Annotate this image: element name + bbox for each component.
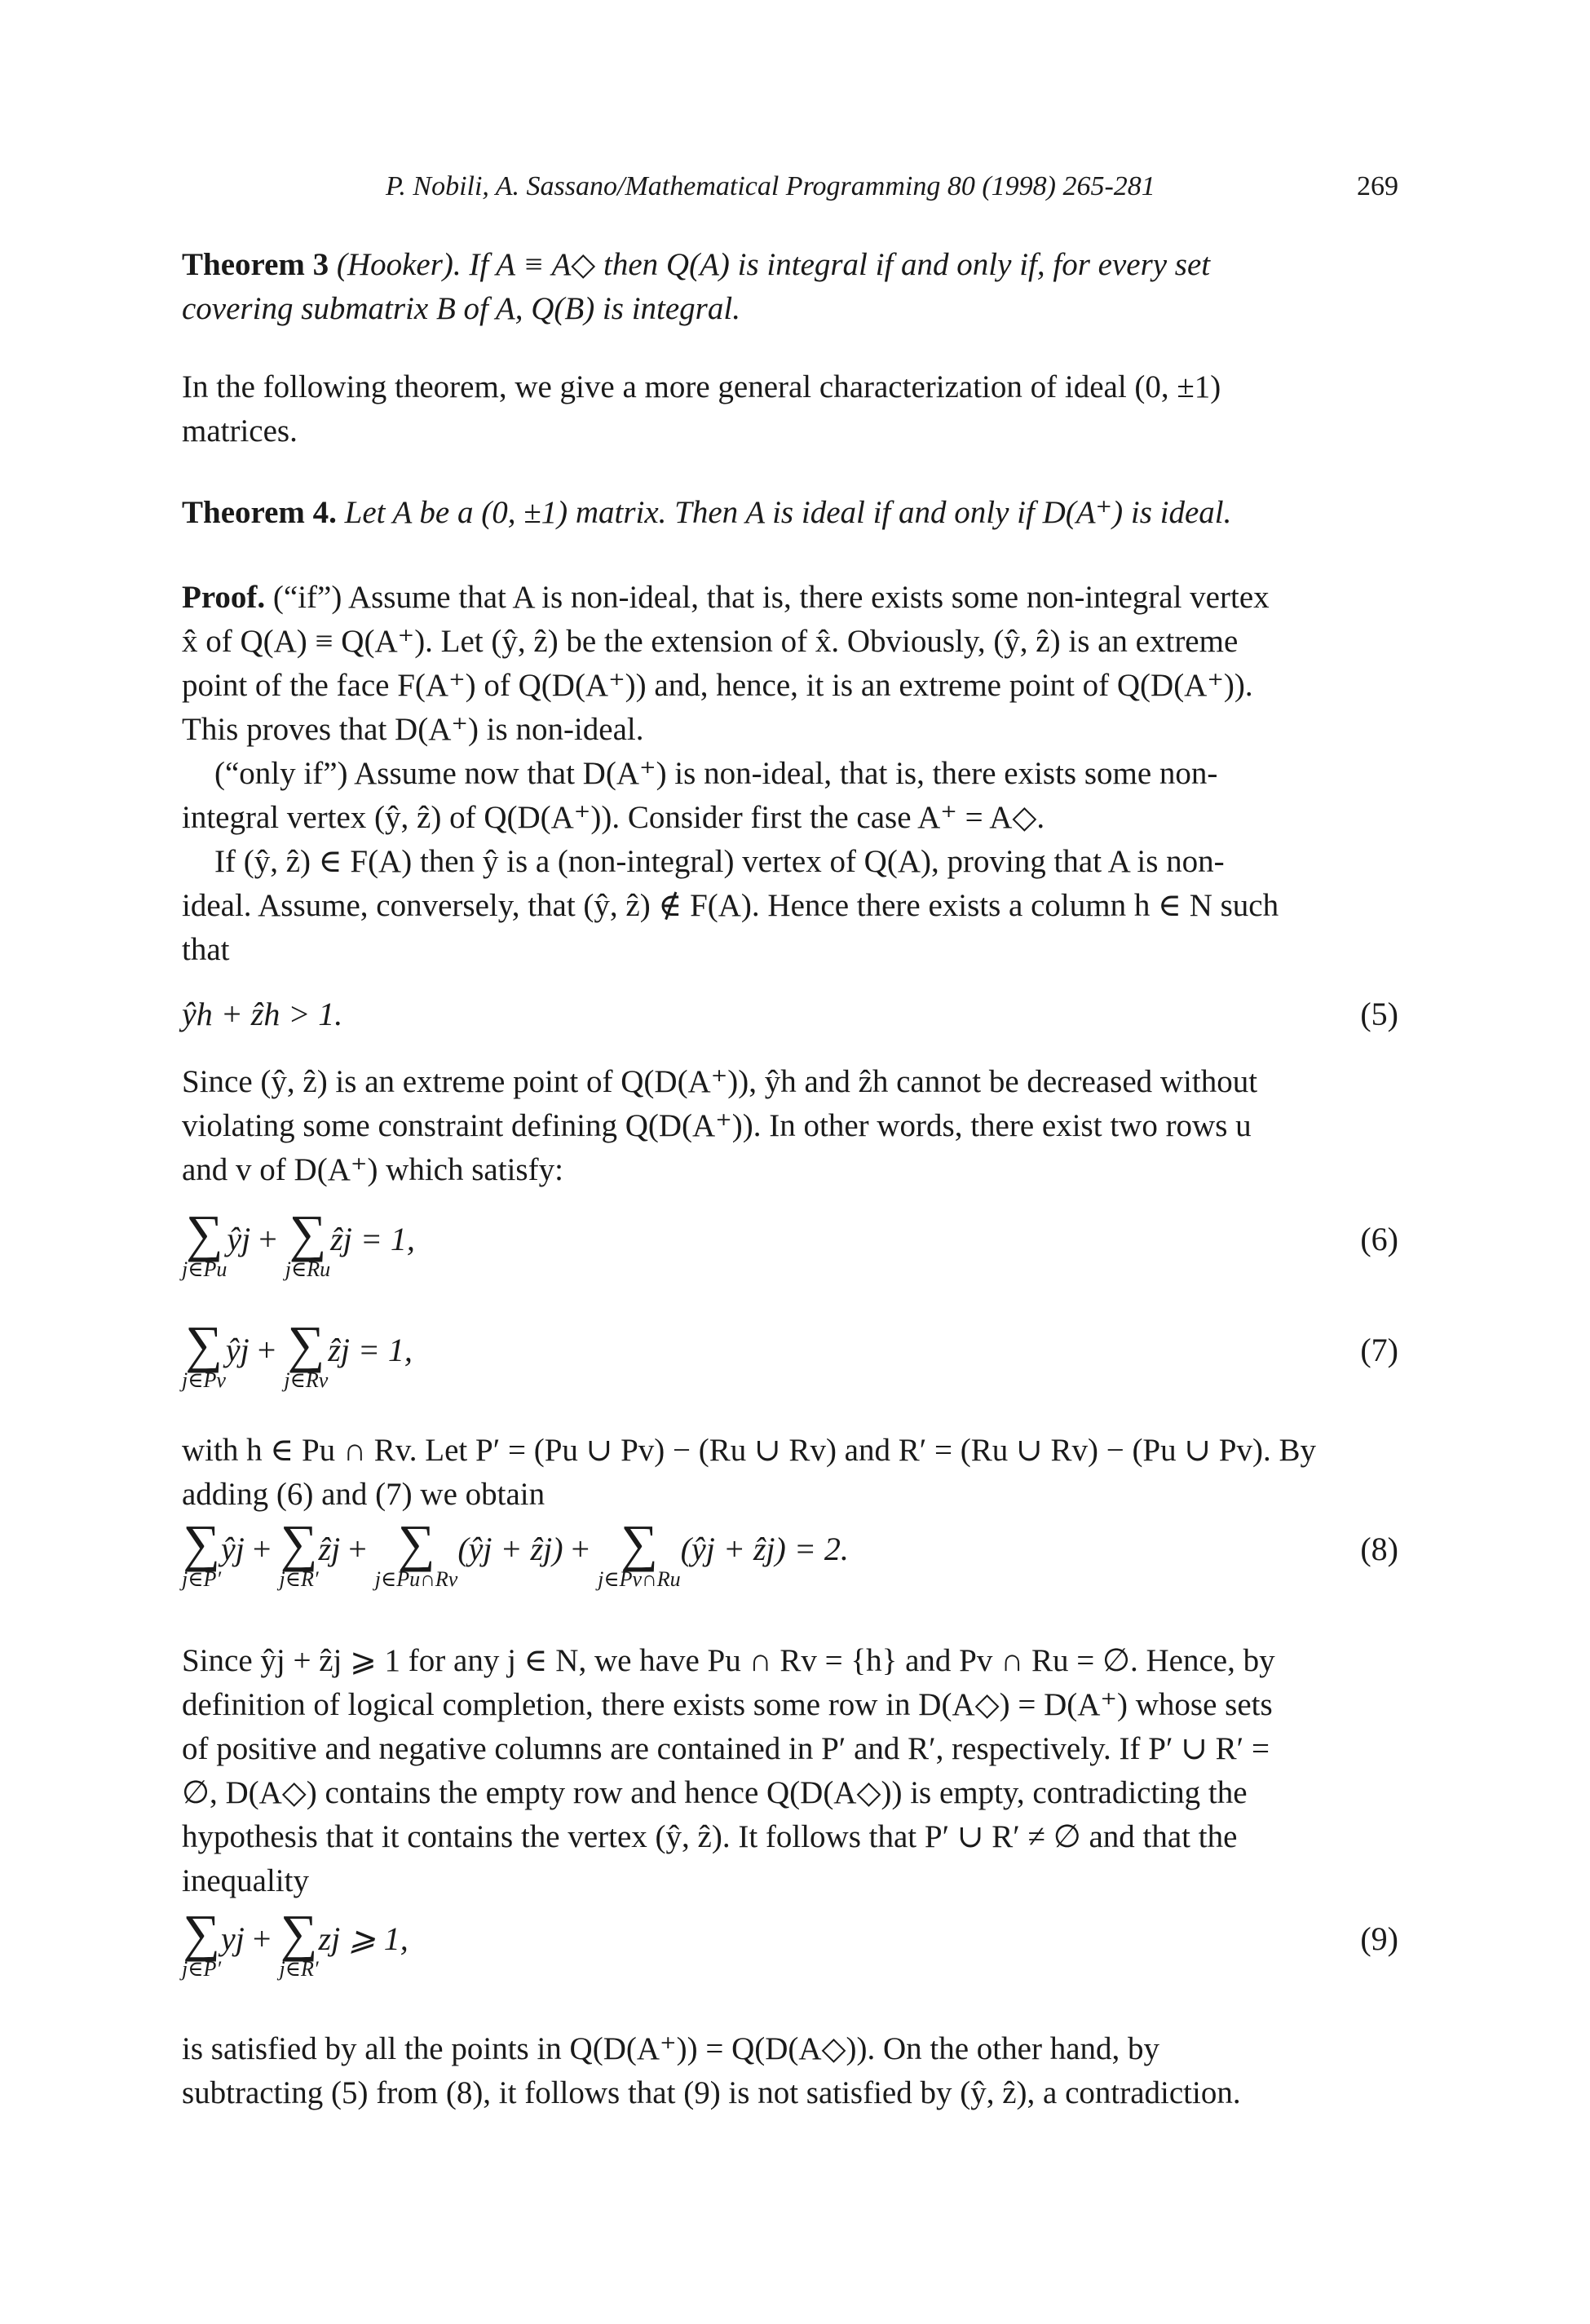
sigma-symbol: ∑ xyxy=(185,1204,223,1262)
proof-p6-line-2: definition of logical completion, there exists some row in D(A◇) = D(A⁺) whose sets xyxy=(182,1687,1273,1722)
equation-6-number: (6) xyxy=(1360,1221,1398,1257)
plus-operator: + xyxy=(257,1332,276,1368)
term: ẑj xyxy=(318,1531,341,1567)
proof-p2-line-1: (“only if”) Assume now that D(A⁺) is non-ideal, that is, there exists some non- xyxy=(214,756,1218,791)
sigma-symbol: ∑ xyxy=(621,1514,658,1572)
sum-subscript: j∈R′ xyxy=(279,1957,319,1981)
sigma-symbol: ∑ xyxy=(183,1904,220,1962)
equation-8-sum-1 xyxy=(182,1514,222,1592)
proof-line-3: point of the face F(A⁺) of Q(D(A⁺)) and, hence, it is an extreme point of Q(D(A⁺)). xyxy=(182,668,1253,703)
term: (ŷj + ẑj) = 2. xyxy=(680,1531,849,1567)
intro-line-2: matrices. xyxy=(182,413,298,448)
equation-7 xyxy=(182,1315,1398,1409)
proof-line-1: (“if”) Assume that A is non-ideal, that is, there exists some non-integral vertex xyxy=(272,580,1270,615)
sum-subscript: j∈Rv xyxy=(284,1368,329,1392)
plus-operator: + xyxy=(252,1920,272,1957)
proof-p3-line-1: If (ŷ, ẑ) ∈ F(A) then ŷ is a (non-integral) vertex of Q(A), proving that A is non- xyxy=(214,844,1225,879)
proof-p4-line-3: and v of D(A⁺) which satisfy: xyxy=(182,1152,563,1187)
equation-6 xyxy=(182,1204,1398,1298)
page-header xyxy=(182,171,1398,212)
term: ŷj xyxy=(225,1332,250,1368)
proof-p6-line-3: of positive and negative columns are contained in P′ and R′, respectively. If P′ ∪ R′ = xyxy=(182,1731,1270,1766)
plus-operator: + xyxy=(252,1531,272,1567)
equation-7-number: (7) xyxy=(1360,1332,1398,1368)
equation-9-number: (9) xyxy=(1360,1920,1398,1957)
theorem-3-line-2: covering submatrix B of A, Q(B) is integral. xyxy=(182,291,740,326)
sum-subscript: j∈R′ xyxy=(279,1567,319,1591)
sigma-symbol: ∑ xyxy=(280,1904,318,1962)
intro-line-1: In the following theorem, we give a more general characterization of ideal (0, ±1) xyxy=(182,369,1221,404)
proof-p3-line-2: ideal. Assume, conversely, that (ŷ, ẑ) ∉ F(A). Hence there exists a column h ∈ N such xyxy=(182,888,1279,923)
proof-p6-line-4: ∅, D(A◇) contains the empty row and hence Q(D(A◇)) is empty, contradicting the xyxy=(182,1775,1248,1810)
plus-operator: + xyxy=(348,1531,367,1567)
theorem-4-label: Theorem 4. xyxy=(182,495,337,530)
equation-8-sum-3 xyxy=(374,1514,458,1592)
proof-p7-line-2: subtracting (5) from (8), it follows that (9) is not satisfied by (ŷ, ẑ), a contradiction. xyxy=(182,2075,1241,2110)
theorem-4-text: Let A be a (0, ±1) matrix. Then A is ideal if and only if D(A⁺) is ideal. xyxy=(344,495,1232,530)
sum-subscript: j∈P′ xyxy=(182,1957,222,1981)
equation-8-sum-2 xyxy=(279,1514,319,1592)
sigma-symbol: ∑ xyxy=(397,1514,435,1572)
proof-p7-line-1: is satisfied by all the points in Q(D(A⁺)) = Q(D(A◇)). On the other hand, by xyxy=(182,2031,1160,2066)
equation-9 xyxy=(182,1904,1398,1998)
proof-label: Proof. xyxy=(182,580,266,615)
proof-p5-line-2: adding (6) and (7) we obtain xyxy=(182,1477,545,1512)
term: ẑj = 1, xyxy=(330,1221,415,1257)
equation-7-sum-1 xyxy=(182,1315,226,1393)
term: ŷj xyxy=(227,1221,251,1257)
term: ŷj xyxy=(221,1531,245,1567)
equation-9-sum-2 xyxy=(279,1904,319,1982)
sigma-symbol: ∑ xyxy=(289,1204,327,1262)
proof-p6-line-6: inequality xyxy=(182,1863,309,1898)
equation-8 xyxy=(182,1514,1398,1608)
page-number: 269 xyxy=(1357,171,1398,201)
equation-9-sum-1 xyxy=(182,1904,222,1982)
sum-subscript: j∈Pu xyxy=(182,1257,227,1281)
plus-operator: + xyxy=(258,1221,277,1257)
equation-8-number: (8) xyxy=(1360,1531,1398,1567)
theorem-3-label: Theorem 3 xyxy=(182,247,329,282)
proof-p4-line-1: Since (ŷ, ẑ) is an extreme point of Q(D(A⁺)), ŷh and ẑh cannot be decreased without xyxy=(182,1064,1258,1099)
proof-p2-line-2: integral vertex (ŷ, ẑ) of Q(D(A⁺)). Consider first the case A⁺ = A◇. xyxy=(182,800,1045,835)
proof-p5-line-1: with h ∈ Pu ∩ Rv. Let P′ = (Pu ∪ Pv) − (Ru ∪ Rv) and R′ = (Ru ∪ Rv) − (Pu ∪ Pv). By xyxy=(182,1433,1316,1468)
sum-subscript: j∈P′ xyxy=(182,1567,222,1591)
proof-p6-line-1: Since ŷj + ẑj ⩾ 1 for any j ∈ N, we have Pu ∩ Rv = {h} and Pv ∩ Ru = ∅. Hence, by xyxy=(182,1643,1275,1678)
sum-subscript: j∈Pu∩Rv xyxy=(374,1567,458,1591)
sum-subscript: j∈Ru xyxy=(285,1257,331,1281)
sum-subscript: j∈Pv∩Ru xyxy=(598,1567,681,1591)
sigma-symbol: ∑ xyxy=(183,1514,220,1572)
term: yj xyxy=(221,1920,245,1957)
proof-line-4: This proves that D(A⁺) is non-ideal. xyxy=(182,712,644,747)
equation-7-sum-2 xyxy=(284,1315,329,1393)
equation-5-number: (5) xyxy=(1360,996,1398,1032)
equation-5-body: ŷh + ẑh > 1. xyxy=(182,996,343,1032)
sum-subscript: j∈Pv xyxy=(182,1368,226,1392)
proof-p3-line-3: that xyxy=(182,932,230,967)
sigma-symbol: ∑ xyxy=(287,1315,325,1373)
sigma-symbol: ∑ xyxy=(185,1315,223,1373)
term: ẑj = 1, xyxy=(328,1332,413,1368)
running-head: P. Nobili, A. Sassano/Mathematical Programming 80 (1998) 265-281 xyxy=(386,171,1155,201)
equation-8-sum-4 xyxy=(598,1514,681,1592)
term: (ŷj + ẑj) xyxy=(457,1531,563,1567)
equation-6-sum-2 xyxy=(285,1204,331,1282)
proof-p4-line-2: violating some constraint defining Q(D(A⁺)). In other words, there exist two rows u xyxy=(182,1108,1252,1143)
theorem-3-line-1: (Hooker). If A ≡ A◇ then Q(A) is integral if and only if, for every set xyxy=(336,247,1211,282)
term: zj ⩾ 1, xyxy=(318,1920,409,1957)
proof-line-2: x̂ of Q(A) ≡ Q(A⁺). Let (ŷ, ẑ) be the extension of x̂. Obviously, (ŷ, ẑ) is an extreme xyxy=(182,624,1239,659)
equation-6-sum-1 xyxy=(182,1204,227,1282)
proof-p6-line-5: hypothesis that it contains the vertex (ŷ, ẑ). It follows that P′ ∪ R′ ≠ ∅ and that the xyxy=(182,1819,1238,1854)
sigma-symbol: ∑ xyxy=(280,1514,318,1572)
plus-operator: + xyxy=(571,1531,590,1567)
